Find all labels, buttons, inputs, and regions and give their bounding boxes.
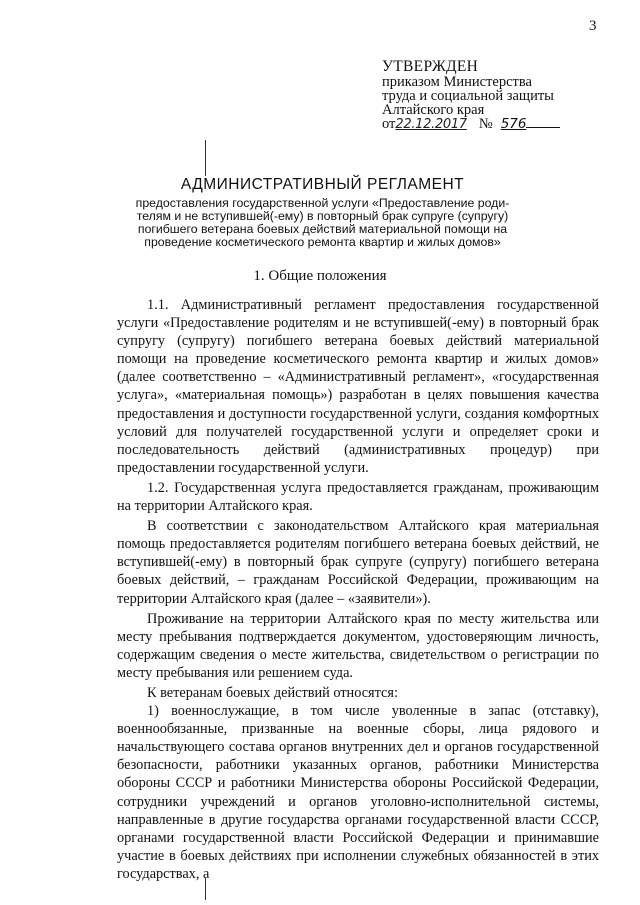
document-subtitle-line: предоставления государственной услуги «Предоставление роди- — [135, 196, 510, 210]
page-number: 3 — [589, 18, 597, 34]
approval-stamp — [382, 60, 560, 132]
paragraph: К ветеранам боевых действий относятся: — [147, 684, 398, 701]
document-subtitle-line: телям и не вступившей(-ему) в повторный брак супруге (супругу) — [136, 209, 509, 223]
paragraph: 1.2. Государственная услуга предоставляется гражданам, проживающим на территории Алтайского края. — [117, 479, 599, 515]
paragraph: 1) военнослужащие, в том числе уволенные в запас (отставку), военнообязанные, призванные на военные сборы, лица рядового и начальствующего состава органов внутренних дел и органов государственной безопасности, работники указанных органов, работники Министерства обороны СССР и работники Министерства обороны Российской Федерации, сотрудники учреждений и органов уголовно-исполнительной системы, направленные в другие государства органами государственной власти СССР, органами государственной власти Российской Федерации и принимавшие участие в боевых действиях при исполнении служебных обязанностей в этих государствах, а — [117, 703, 599, 882]
number-underline — [526, 117, 560, 128]
date-prefix: от — [382, 116, 396, 132]
approval-line: труда и социальной защиты — [382, 88, 554, 104]
document-subtitle-line: проведение косметического ремонта квартир и жилых домов» — [144, 235, 501, 249]
document-title: АДМИНИСТРАТИВНЫЙ РЕГЛАМЕНТ — [180, 176, 465, 193]
approval-line: приказом Министерства — [382, 74, 532, 90]
scan-artifact-line — [205, 140, 206, 176]
title-block — [120, 176, 525, 249]
number-label: № — [478, 116, 493, 132]
paragraph: Проживание на территории Алтайского края по месту жительства или месту пребывания подтверждается документом, удостоверяющим личность, содержащим сведения о месте жительства, свидетельством о регистрации по месту пребывания или решением суда. — [117, 610, 599, 681]
handwritten-date: 22.12.2017 — [395, 117, 467, 132]
paragraph: В соответствии с законодательством Алтайского края материальная помощь предоставляется родителям погибшего ветерана боевых действий, не вступившей(-ему) в повторный брак супруге (супругу) погибшего ветерана боевых действий, – гражданам Российской Федерации, проживающим на территории Алтайского края (далее – «заявители»). — [117, 518, 599, 607]
document-subtitle-line: погибшего ветерана боевых действий материальной помощи на — [137, 222, 508, 236]
approval-heading: УТВЕРЖДЕН — [382, 58, 479, 75]
approval-date-line — [382, 117, 560, 132]
section-heading: 1. Общие положения — [253, 268, 387, 284]
approval-line: Алтайского края — [382, 102, 485, 118]
paragraph: 1.1. Административный регламент предоставления государственной услуги «Предоставление родителям и не вступившей(-ему) в повторный брак супругу (супругу) погибшего ветерана боевых действий материальной помощи на проведение косметического ремонта квартир и жилых домов» (далее соответственно – «Административный регламент», «государственная услуга», «материальная помощь») разработан в целях повышения качества предоставления и доступности государственной услуги, создания комфортных условий для получателей государственной услуги и определяет сроки и последовательность действий (административных процедур) при предоставлении государственной услуги. — [117, 297, 599, 476]
handwritten-number: 576 — [500, 116, 527, 132]
document-body — [117, 296, 599, 883]
